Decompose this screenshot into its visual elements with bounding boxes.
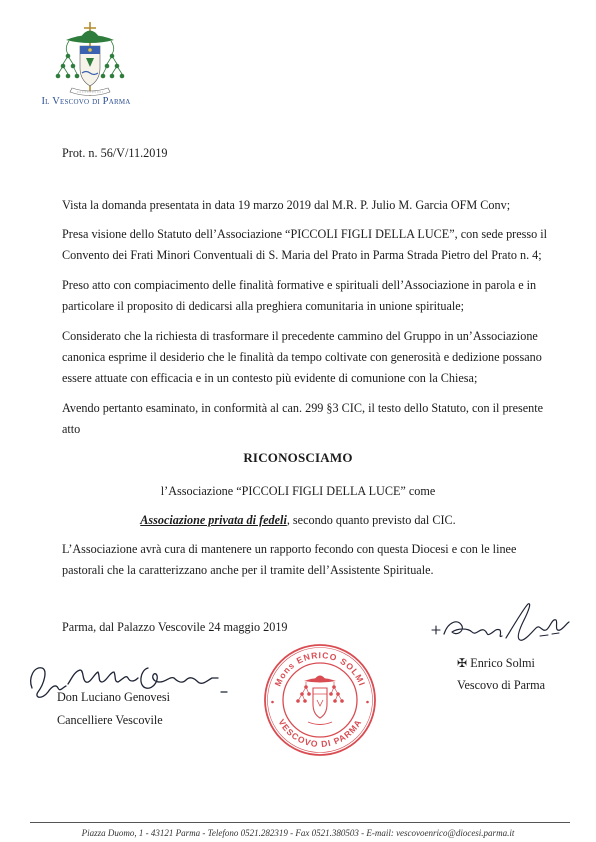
stamp-separator-dot	[271, 701, 274, 704]
stamp-outer-ring	[265, 645, 375, 755]
protocol-number: Prot. n. 56/V/11.2019	[62, 146, 168, 160]
letterhead-title: Il Vescovo di Parma	[41, 96, 131, 107]
stamp-tassel	[304, 685, 308, 689]
coat-of-arms-emblem	[44, 18, 136, 100]
hat-brim	[66, 35, 114, 43]
tassel	[56, 74, 61, 79]
tassel	[110, 74, 115, 79]
tassel	[101, 74, 106, 79]
decree-heading: RICONOSCIAMO	[243, 450, 353, 465]
signature-first-name-stroke	[68, 670, 138, 684]
star-icon	[88, 48, 92, 52]
stamp-tassel	[300, 692, 304, 696]
cross-icon: ✠	[457, 656, 468, 670]
decree-qualification-rest: , secondo quanto previsto dal CIC.	[286, 513, 456, 527]
paragraph-considerations-line: Considerato che la richiesta di trasformare il precedente cammino del Gruppo in un’Associazione	[62, 329, 538, 343]
paragraph-purpose-line: particolare il proposito di dedicarsi alla preghiera comunitaria in unione spirituale;	[62, 299, 465, 313]
stamp-inner-ring	[283, 663, 357, 737]
signature-cross-stroke	[432, 626, 440, 634]
stamp-emblem	[296, 676, 344, 725]
paragraph-examination-line: atto	[62, 422, 81, 436]
stamp-tassel	[336, 692, 340, 696]
decree-qualification: Associazione privata di fedeli	[140, 513, 287, 527]
bishop-title: Vescovo di Parma	[457, 678, 546, 692]
tassel	[75, 74, 80, 79]
signature-first-name-stroke	[444, 622, 502, 637]
footer-rule	[30, 822, 570, 823]
place-and-date: Parma, dal Palazzo Vescovile 24 maggio 2019	[62, 620, 288, 634]
bishop-name	[457, 656, 535, 670]
paragraph-considerations-line: essere attuate con efficacia e in un contesto più evidente di comunione con la Chiesa;	[62, 371, 478, 385]
stamp-shield-division	[313, 694, 327, 706]
paragraph-request-line: Vista la domanda presentata in data 19 marzo 2019 dal M.R. P. Julio M. Garcia OFM Conv;	[62, 198, 511, 212]
signature-surname-stroke	[506, 604, 569, 641]
paragraph-statute-line: Convento dei Frati Minori Conventuali di S. Maria del Prato in Parma Strada Pietro del Prato n. 4;	[62, 248, 542, 262]
stamp-tassel	[307, 692, 311, 696]
tassel	[120, 74, 125, 79]
stamp-tassel	[333, 699, 337, 703]
stamp-hat-brim	[304, 678, 336, 683]
bishop-name-text: Enrico Solmi	[470, 656, 535, 670]
signature-surname-stroke	[141, 668, 218, 688]
closing-paragraph-line: pastorali che la caratterizzano anche per il tramite dell’Assistente Spirituale.	[62, 563, 434, 577]
stamp-shield	[313, 688, 327, 718]
footer-contact: Piazza Duomo, 1 - 43121 Parma - Telefono 0521.282319 - Fax 0521.380503 - E-mail: vescovoenrico@diocesi.parma.it	[81, 828, 515, 838]
stamp-tassel	[340, 699, 344, 703]
bishop-signature	[428, 598, 573, 648]
paragraph-examination-line: Avendo pertanto esaminato, in conformità al can. 299 §3 CIC, il testo dello Statuto, con il presente	[62, 401, 544, 415]
decree-subject-line: l’Associazione “PICCOLI FIGLI DELLA LUCE” come	[160, 484, 436, 498]
signature-dash-stroke	[540, 633, 559, 636]
decree-qualification-line	[0, 513, 596, 527]
stamp-bottom-legend	[276, 717, 363, 749]
stamp-tassel	[303, 699, 307, 703]
stamp-ribbon	[308, 722, 332, 725]
stamp-top-legend-text: Mons ENRICO SOLMI	[272, 650, 368, 688]
official-stamp	[262, 642, 378, 758]
tassel	[71, 64, 76, 69]
paragraph-statute-line: Presa visione dello Statuto dell’Associazione “PICCOLI FIGLI DELLA LUCE”, con sede presso il	[62, 227, 548, 241]
stamp-tassel	[332, 685, 336, 689]
tassel	[66, 74, 71, 79]
chancellor-signature	[24, 648, 230, 710]
stamp-bottom-legend-text: VESCOVO DI PARMA	[276, 717, 364, 750]
stamp-separator-dot	[366, 701, 369, 704]
tassel	[105, 64, 110, 69]
tassel	[115, 64, 120, 69]
paragraph-considerations-line: canonica esprime il desiderio che le finalità da tempo coltivate con generosità e dedizione possano	[62, 350, 542, 364]
tassel	[61, 64, 66, 69]
galero-hat	[66, 31, 114, 44]
stamp-tassel	[329, 692, 333, 696]
signature-initial-stroke	[31, 668, 66, 697]
shield	[80, 46, 100, 86]
chancellor-title: Cancelliere Vescovile	[57, 713, 163, 727]
stamp-cords	[298, 682, 342, 701]
tassel	[110, 54, 115, 59]
tassel	[66, 54, 71, 59]
chancellor-name: Don Luciano Genovesi	[57, 690, 171, 704]
stamp-tassel	[296, 699, 300, 703]
paragraph-purpose-line: Preso atto con compiacimento delle finalità formative e spirituali dell’Associazione in parola e in	[62, 278, 537, 292]
closing-paragraph-line: L’Associazione avrà cura di mantenere un rapporto fecondo con questa Diocesi e con le linee	[62, 542, 517, 556]
